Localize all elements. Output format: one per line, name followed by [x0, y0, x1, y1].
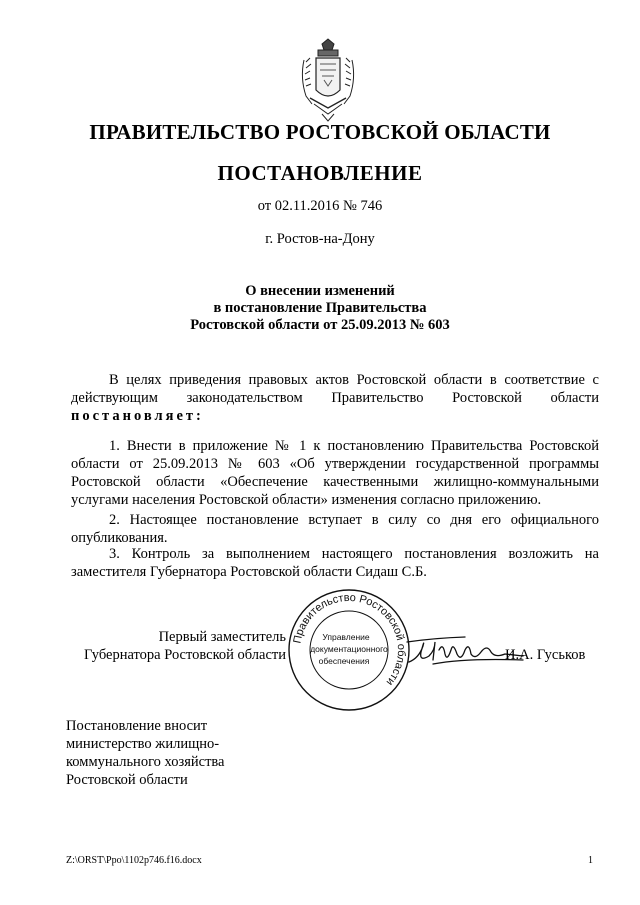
resolution-item-1: 1. Внести в приложение № 1 к постановлению Правительства Ростовской области от 25.09.2013 № 603 «Об утверждении государственной программы Ростовской области «Обеспечение качественными жилищно-коммунальными услугами населения Ростовской области» изменения согласно приложению.: [71, 438, 599, 508]
official-stamp: [286, 587, 412, 713]
preamble-paragraph: [71, 371, 599, 425]
stamp-inner-line-2: документационного: [310, 644, 388, 654]
submitted-by-line-2: министерство жилищно-: [66, 736, 220, 752]
document-city: г. Ростов-на-Дону: [265, 231, 375, 247]
document-date-number: от 02.11.2016 № 746: [257, 198, 383, 214]
document-type-title: ПОСТАНОВЛЕНИЕ: [217, 161, 423, 185]
signer-position-line-1: Первый заместитель: [158, 629, 286, 645]
signer-position: [66, 628, 286, 664]
stamp-inner-line-1: Управление: [322, 632, 370, 642]
signer-name: И.А. Гуськов: [505, 647, 586, 663]
subject-line-1: О внесении изменений: [245, 283, 395, 299]
footer-file-path: Z:\ORST\Ppo\1102p746.f16.docx: [66, 855, 202, 866]
subject-line-2: в постановление Правительства: [213, 300, 427, 316]
government-title: ПРАВИТЕЛЬСТВО РОСТОВСКОЙ ОБЛАСТИ: [89, 120, 551, 144]
resolution-item-2: 2. Настоящее постановление вступает в силу со дня его официального опубликования.: [71, 512, 599, 546]
preamble-text: В целях приведения правовых актов Ростовской области в соответствие с действующим законодательством Правительство Ростовской области: [71, 372, 599, 406]
submitted-by-line-1: Постановление вносит: [66, 718, 208, 734]
stamp-inner-line-3: обеспечения: [318, 656, 370, 666]
submitted-by-line-4: Ростовской области: [66, 772, 188, 788]
submitted-by-block: [66, 717, 296, 789]
resolves-word: постановляет:: [71, 408, 204, 424]
signer-position-line-2: Губернатора Ростовской области: [83, 647, 286, 663]
resolution-item-3: 3. Контроль за выполнением настоящего постановления возложить на заместителя Губернатора Ростовской области Сидаш С.Б.: [71, 546, 599, 580]
page-number: 1: [588, 855, 593, 866]
document-subject: [0, 283, 640, 334]
coat-of-arms-emblem: [296, 38, 360, 122]
subject-line-3: Ростовской области от 25.09.2013 № 603: [190, 317, 450, 333]
submitted-by-line-3: коммунального хозяйства: [66, 754, 225, 770]
stamp-outer-text: Правительство Ростовской области: [291, 591, 408, 688]
